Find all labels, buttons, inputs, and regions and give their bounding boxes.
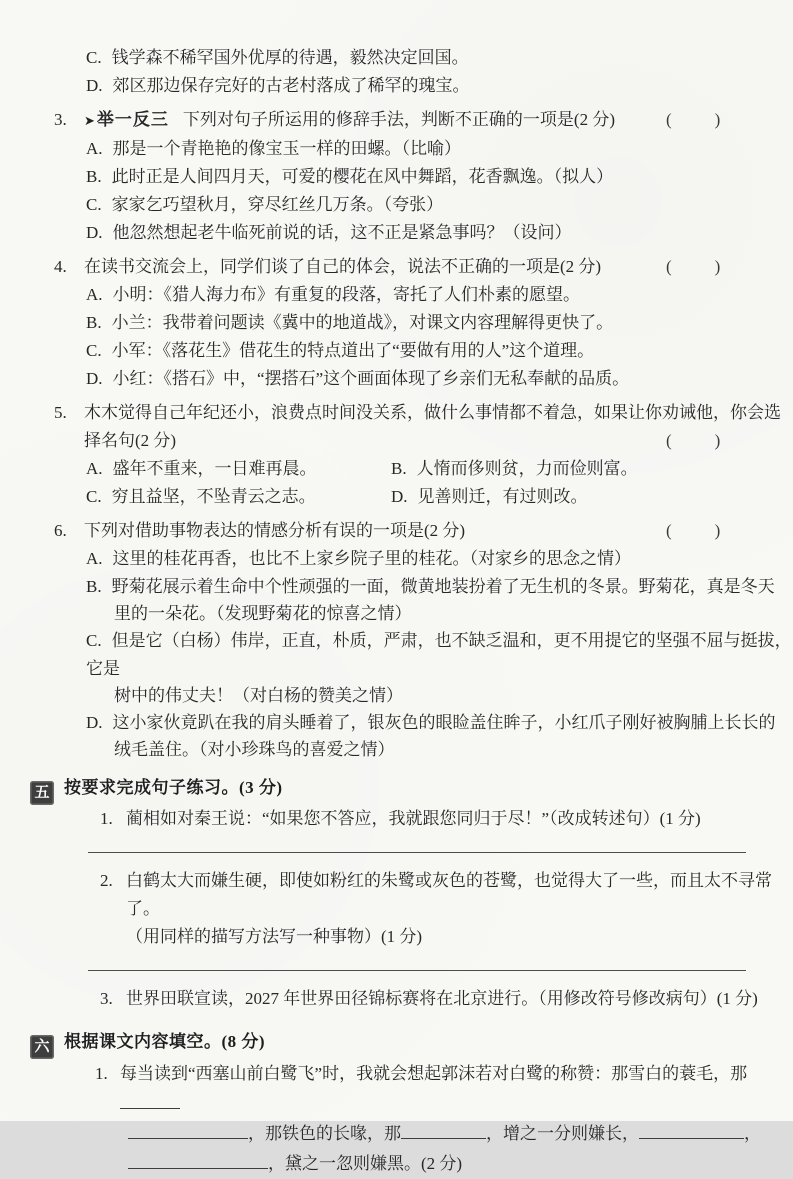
fill-in-item <box>0 1059 793 1119</box>
option-line <box>0 219 793 247</box>
option-text: 此时正是人间四月天，可爱的樱花在风中舞蹈，花香飘逸。（拟人） <box>111 167 614 186</box>
option-line <box>0 709 793 737</box>
option-line <box>0 72 793 100</box>
option-label: C. <box>86 48 102 67</box>
option-line <box>0 191 793 219</box>
option-label: C. <box>86 631 102 650</box>
item-text: 世界田联宣读，2027 年世界田径锦标赛将在北京进行。（用修改符号修改病句）(1 分) <box>126 989 758 1008</box>
answer-bracket: ( ) <box>666 257 724 276</box>
item-number: 1. <box>100 809 113 828</box>
section-marker-badge: 五 <box>30 781 54 805</box>
option-cell <box>391 455 721 483</box>
option-text: 小红：《搭石》中，“摆搭石”这个画面体现了乡亲们无私奉献的品质。 <box>112 369 630 388</box>
fill-in-item-continued <box>0 1149 793 1179</box>
topic-badge: 举一反三 <box>96 110 169 129</box>
item-text: （用同样的描写方法写一种事物）(1 分) <box>126 927 423 946</box>
fill-blank <box>639 1124 744 1139</box>
section-header <box>0 1027 793 1059</box>
option-text: 人惰而侈则贫，力而俭则富。 <box>416 459 638 478</box>
exercise-item <box>0 867 793 923</box>
option-text: 野菊花展示着生命中个性顽强的一面，微黄地装扮着了无生机的冬景。野菊花，真是冬天 <box>111 577 775 596</box>
option-text: 家家乞巧望秋月，穿尽红丝几万条。（夸张） <box>111 195 444 214</box>
stem-text: 下列对句子所运用的修辞手法，判断不正确的一项是(2 分) <box>182 110 615 129</box>
section-header <box>0 773 793 805</box>
section-5 <box>0 773 793 1013</box>
option-text: 小军：《落花生》借花生的特点道出了“要做有用的人”这个道理。 <box>111 341 595 360</box>
option-line <box>0 573 793 601</box>
option-text: 那是一个青艳艳的像宝玉一样的田螺。（比喻） <box>112 139 462 158</box>
question-stem <box>0 399 793 427</box>
fill-blank <box>401 1124 486 1139</box>
option-label: B. <box>86 577 102 596</box>
section-6 <box>0 1027 793 1179</box>
section-title: 按要求完成句子练习。(3 分) <box>64 778 283 797</box>
question-4 <box>0 253 793 393</box>
exercise-item <box>0 805 793 833</box>
question-stem <box>0 517 793 545</box>
option-line <box>0 281 793 309</box>
option-line <box>0 163 793 191</box>
item-text: ， <box>744 1124 761 1143</box>
answer-rule-line <box>88 845 746 853</box>
option-text: 这小家伙竟趴在我的肩头睡着了，银灰色的眼睑盖住眸子，小红爪子刚好被胸脯上长长的 <box>112 713 776 732</box>
option-label: A. <box>86 549 103 568</box>
option-row <box>0 455 793 483</box>
option-text: 但是它（白杨）伟岸，正直，朴质，严肃，也不缺乏温和，更不用提它的坚强不屈与挺拔，它是 <box>86 631 792 678</box>
option-line-continued <box>0 737 793 763</box>
item-text: 每当读到“西塞山前白鹭飞”时，我就会想起郭沫若对白鹭的称赞：那雪白的蓑毛，那 <box>120 1064 748 1083</box>
item-text: 蔺相如对秦王说：“如果您不答应，我就跟您同归于尽！”（改成转述句）(1 分) <box>126 809 701 828</box>
fill-blank <box>128 1124 248 1139</box>
stem-text: 择名句(2 分) <box>84 431 177 450</box>
option-row <box>0 483 793 511</box>
option-label: C. <box>86 487 102 506</box>
option-text: 里的一朵花。（发现野菊花的惊喜之情） <box>114 604 412 623</box>
question-number: 4. <box>54 257 67 276</box>
option-label: B. <box>86 167 102 186</box>
option-text: 绒毛盖住。（对小珍珠鸟的喜爱之情） <box>114 740 395 759</box>
item-text: ，增之一分则嫌长， <box>486 1124 639 1143</box>
question-number: 3. <box>54 110 67 129</box>
option-label: A. <box>86 459 103 478</box>
arrow-icon: ➤ <box>84 113 95 128</box>
question-3 <box>0 106 793 247</box>
option-text: 树中的伟丈夫！（对白杨的赞美之情） <box>114 686 403 705</box>
item-number: 1. <box>95 1064 108 1083</box>
option-cell <box>86 455 391 483</box>
question-stem-continued <box>0 427 793 455</box>
answer-bracket: ( ) <box>666 110 724 129</box>
option-label: C. <box>86 195 102 214</box>
option-line <box>0 337 793 365</box>
exercise-item-continued <box>0 923 793 951</box>
question-number: 6. <box>54 521 67 540</box>
option-text: 见善则迁，有过则改。 <box>417 487 588 506</box>
option-label: B. <box>86 313 102 332</box>
question-5 <box>0 399 793 511</box>
section-title: 根据课文内容填空。(8 分) <box>64 1032 266 1051</box>
option-label: A. <box>86 139 103 158</box>
option-line <box>0 44 793 72</box>
option-line <box>0 365 793 393</box>
question-number: 5. <box>54 403 67 422</box>
item-text: 白鹤太大而嫌生硬，即使如粉红的朱鹭或灰色的苍鹭，也觉得大了一些，而且太不寻常了。 <box>126 871 772 918</box>
exercise-item <box>0 985 793 1013</box>
option-label: D. <box>86 369 103 388</box>
option-text: 小兰：我带着问题读《冀中的地道战》，对课文内容理解得更快了。 <box>111 313 614 332</box>
option-line-continued <box>0 683 793 709</box>
option-text: 钱学森不稀罕国外优厚的待遇，毅然决定回国。 <box>111 48 469 67</box>
answer-bracket: ( ) <box>666 521 724 540</box>
option-label: D. <box>391 487 408 506</box>
answer-bracket: ( ) <box>666 431 724 450</box>
item-number: 3. <box>100 989 113 1008</box>
section-marker-badge: 六 <box>30 1035 54 1059</box>
fill-in-item-continued <box>0 1119 793 1149</box>
option-line <box>0 627 793 683</box>
fill-blank <box>120 1094 180 1109</box>
stem-text: 在读书交流会上，同学们谈了自己的体会，说法不正确的一项是(2 分) <box>84 257 602 276</box>
option-text: 小明：《猎人海力布》有重复的段落，寄托了人们朴素的愿望。 <box>112 285 581 304</box>
question-stem <box>0 106 793 135</box>
fill-blank <box>128 1154 268 1169</box>
item-text: ，黛之一忽则嫌黑。(2 分) <box>268 1154 463 1173</box>
option-text: 他忽然想起老牛临死前说的话，这不正是紧急事吗？（设问） <box>112 223 572 242</box>
option-line <box>0 135 793 163</box>
option-label: A. <box>86 285 103 304</box>
option-label: D. <box>86 223 103 242</box>
option-text: 这里的桂花再香，也比不上家乡院子里的桂花。（对家乡的思念之情） <box>112 549 632 568</box>
answer-rule-line <box>88 963 746 971</box>
option-text: 郊区那边保存完好的古老村落成了稀罕的瑰宝。 <box>112 76 470 95</box>
option-cell <box>86 483 391 511</box>
option-line-continued <box>0 601 793 627</box>
stem-text: 木木觉得自己年纪还小，浪费点时间没关系，做什么事情都不着急，如果让你劝诫他，你会选 <box>84 403 781 422</box>
item-number: 2. <box>100 871 113 890</box>
option-label: B. <box>391 459 407 478</box>
option-label: C. <box>86 341 102 360</box>
option-text: 穷且益坚，不坠青云之志。 <box>111 487 316 506</box>
stem-text: 下列对借助事物表达的情感分析有误的一项是(2 分) <box>84 521 466 540</box>
option-text: 盛年不重来，一日难再晨。 <box>112 459 317 478</box>
option-line <box>0 545 793 573</box>
item-text: ，那铁色的长喙，那 <box>248 1124 401 1143</box>
option-label: D. <box>86 76 103 95</box>
option-line <box>0 309 793 337</box>
page-content <box>0 44 793 1179</box>
question-stem <box>0 253 793 281</box>
option-cell <box>391 483 721 511</box>
question-6 <box>0 517 793 763</box>
option-label: D. <box>86 713 103 732</box>
